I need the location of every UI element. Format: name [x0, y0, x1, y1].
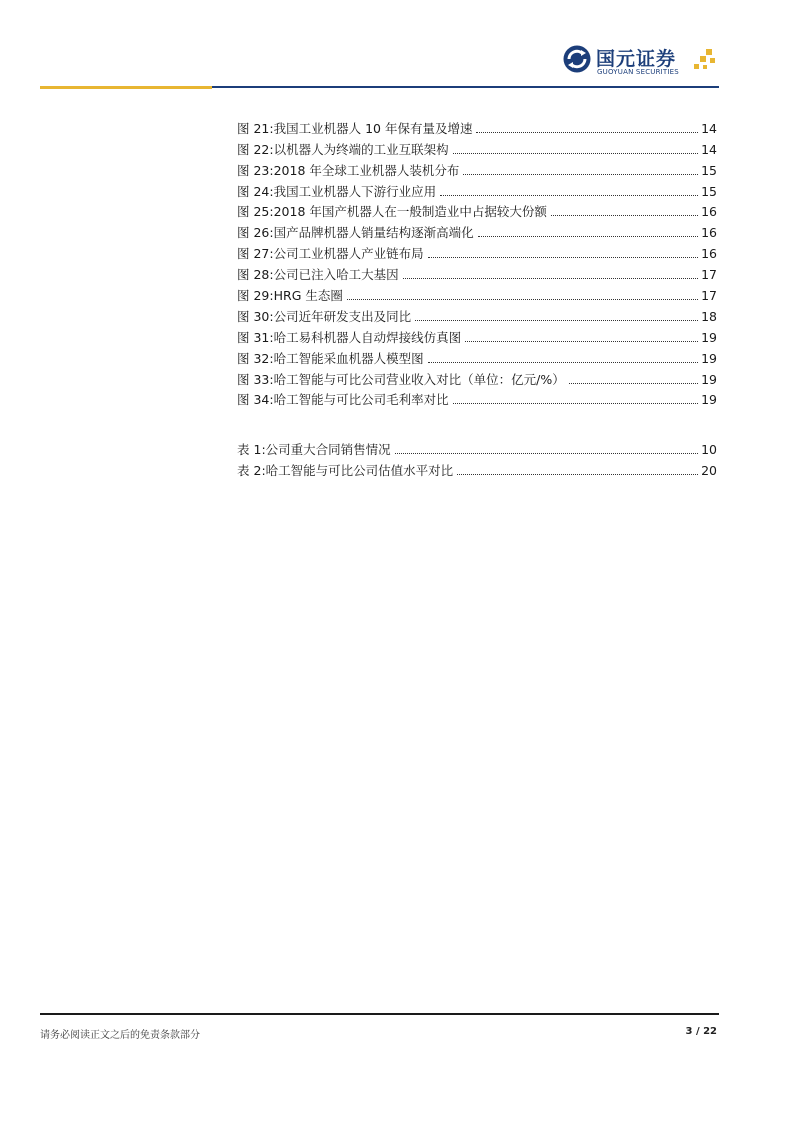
toc-entry-title: 哈工智能与可比公司营业收入对比（单位：亿元/%）	[273, 371, 565, 387]
dot-leader	[453, 152, 698, 154]
toc-entry-page: 14	[701, 120, 717, 136]
toc-entry-label: 图 23	[237, 162, 270, 178]
page-header	[0, 0, 793, 92]
toc-entry-page: 17	[701, 288, 717, 304]
toc-entry-separator: :	[269, 162, 274, 178]
toc-entry-label: 图 32	[237, 350, 270, 366]
toc-entry-title: 公司工业机器人产业链布局	[273, 246, 424, 262]
toc-entry-separator: :	[269, 120, 274, 136]
dot-leader	[465, 340, 698, 342]
toc-entry-separator: :	[269, 329, 274, 345]
figure-entry[interactable]	[237, 367, 717, 388]
toc-entry-label: 图 22	[237, 141, 270, 157]
toc-entry-page: 20	[701, 463, 717, 479]
dot-leader	[403, 277, 698, 279]
toc-entry-title: 哈工智能与可比公司估值水平对比	[265, 463, 454, 479]
header-accent-rule	[40, 86, 212, 89]
dot-leader	[478, 235, 698, 237]
toc-entry-title: 我国工业机器人 10 年保有量及增速	[273, 120, 473, 136]
toc-entry-label: 表 2	[237, 463, 262, 479]
section-gap	[237, 408, 717, 437]
company-logo	[562, 44, 722, 80]
logo-english-name: GUOYUAN SECURITIES	[597, 68, 679, 76]
figure-entry[interactable]	[237, 116, 717, 137]
dot-leader	[415, 319, 698, 321]
figure-entry[interactable]	[237, 388, 717, 409]
dot-leader	[463, 173, 698, 175]
dot-leader	[347, 298, 698, 300]
toc-entry-separator: :	[269, 246, 274, 262]
figure-entry[interactable]	[237, 220, 717, 241]
toc-entry-title: 公司重大合同销售情况	[265, 442, 391, 458]
toc-entry-label: 图 29	[237, 288, 270, 304]
toc-entry-title: HRG 生态圈	[273, 288, 343, 304]
logo-chinese-name: 国元证券	[596, 48, 677, 70]
dot-leader	[569, 382, 698, 384]
toc-entry-page: 15	[701, 183, 717, 199]
figure-entry[interactable]	[237, 179, 717, 200]
dot-leader	[476, 131, 698, 133]
toc-entry-title: 2018 年全球工业机器人装机分布	[273, 162, 460, 178]
disclaimer-note: 请务必阅读正文之后的免责条款部分	[40, 1030, 200, 1041]
toc-entry-separator: :	[269, 204, 274, 220]
toc-entry-separator: :	[261, 442, 266, 458]
toc-entry-page: 15	[701, 162, 717, 178]
toc-entry-label: 图 24	[237, 183, 270, 199]
toc-entry-page: 16	[701, 204, 717, 220]
table-of-figures	[237, 116, 717, 479]
toc-entry-separator: :	[269, 183, 274, 199]
figure-list	[237, 116, 717, 408]
toc-entry-separator: :	[269, 392, 274, 408]
toc-entry-label: 图 28	[237, 267, 270, 283]
table-entry[interactable]	[237, 437, 717, 458]
toc-entry-separator: :	[269, 288, 274, 304]
figure-entry[interactable]	[237, 241, 717, 262]
toc-entry-separator: :	[261, 463, 266, 479]
toc-entry-separator: :	[269, 350, 274, 366]
toc-entry-title: 国产品牌机器人销量结构逐渐高端化	[273, 225, 474, 241]
figure-entry[interactable]	[237, 304, 717, 325]
footer-rule	[40, 1013, 719, 1015]
toc-entry-page: 16	[701, 246, 717, 262]
dot-leader	[395, 452, 698, 454]
toc-entry-separator: :	[269, 267, 274, 283]
dot-leader	[428, 256, 698, 258]
dot-leader	[551, 214, 698, 216]
toc-entry-title: 公司近年研发支出及同比	[273, 308, 412, 324]
toc-entry-title: 哈工智能采血机器人模型图	[273, 350, 424, 366]
toc-entry-label: 图 30	[237, 308, 270, 324]
toc-entry-separator: :	[269, 371, 274, 387]
guoyuan-logo-icon	[562, 44, 592, 74]
toc-entry-page: 17	[701, 267, 717, 283]
figure-entry[interactable]	[237, 346, 717, 367]
toc-entry-page: 16	[701, 225, 717, 241]
table-list	[237, 437, 717, 479]
figure-entry[interactable]	[237, 137, 717, 158]
dot-leader	[457, 473, 698, 475]
dot-leader	[440, 194, 698, 196]
toc-entry-label: 图 21	[237, 120, 270, 136]
figure-entry[interactable]	[237, 200, 717, 221]
page-number: 3 / 22	[685, 1026, 717, 1037]
dot-leader	[453, 402, 698, 404]
toc-entry-title: 以机器人为终端的工业互联架构	[273, 141, 449, 157]
logo-dots-icon	[690, 46, 720, 76]
toc-entry-label: 图 33	[237, 371, 270, 387]
toc-entry-title: 哈工智能与可比公司毛利率对比	[273, 392, 449, 408]
toc-entry-page: 18	[701, 308, 717, 324]
toc-entry-page: 10	[701, 442, 717, 458]
toc-entry-label: 图 25	[237, 204, 270, 220]
table-entry[interactable]	[237, 458, 717, 479]
dot-leader	[428, 361, 698, 363]
toc-entry-separator: :	[269, 141, 274, 157]
toc-entry-title: 哈工易科机器人自动焊接线仿真图	[273, 329, 462, 345]
figure-entry[interactable]	[237, 325, 717, 346]
toc-entry-label: 图 26	[237, 225, 270, 241]
toc-entry-separator: :	[269, 225, 274, 241]
toc-entry-title: 公司已注入哈工大基因	[273, 267, 399, 283]
figure-entry[interactable]	[237, 262, 717, 283]
toc-entry-separator: :	[269, 308, 274, 324]
toc-entry-page: 19	[701, 371, 717, 387]
toc-entry-page: 14	[701, 141, 717, 157]
toc-entry-title: 2018 年国产机器人在一般制造业中占据较大份额	[273, 204, 547, 220]
toc-entry-page: 19	[701, 392, 717, 408]
toc-entry-page: 19	[701, 329, 717, 345]
toc-entry-label: 表 1	[237, 442, 262, 458]
toc-entry-title: 我国工业机器人下游行业应用	[273, 183, 437, 199]
toc-entry-page: 19	[701, 350, 717, 366]
figure-entry[interactable]	[237, 283, 717, 304]
figure-entry[interactable]	[237, 158, 717, 179]
toc-entry-label: 图 31	[237, 329, 270, 345]
toc-entry-label: 图 34	[237, 392, 270, 408]
toc-entry-label: 图 27	[237, 246, 270, 262]
